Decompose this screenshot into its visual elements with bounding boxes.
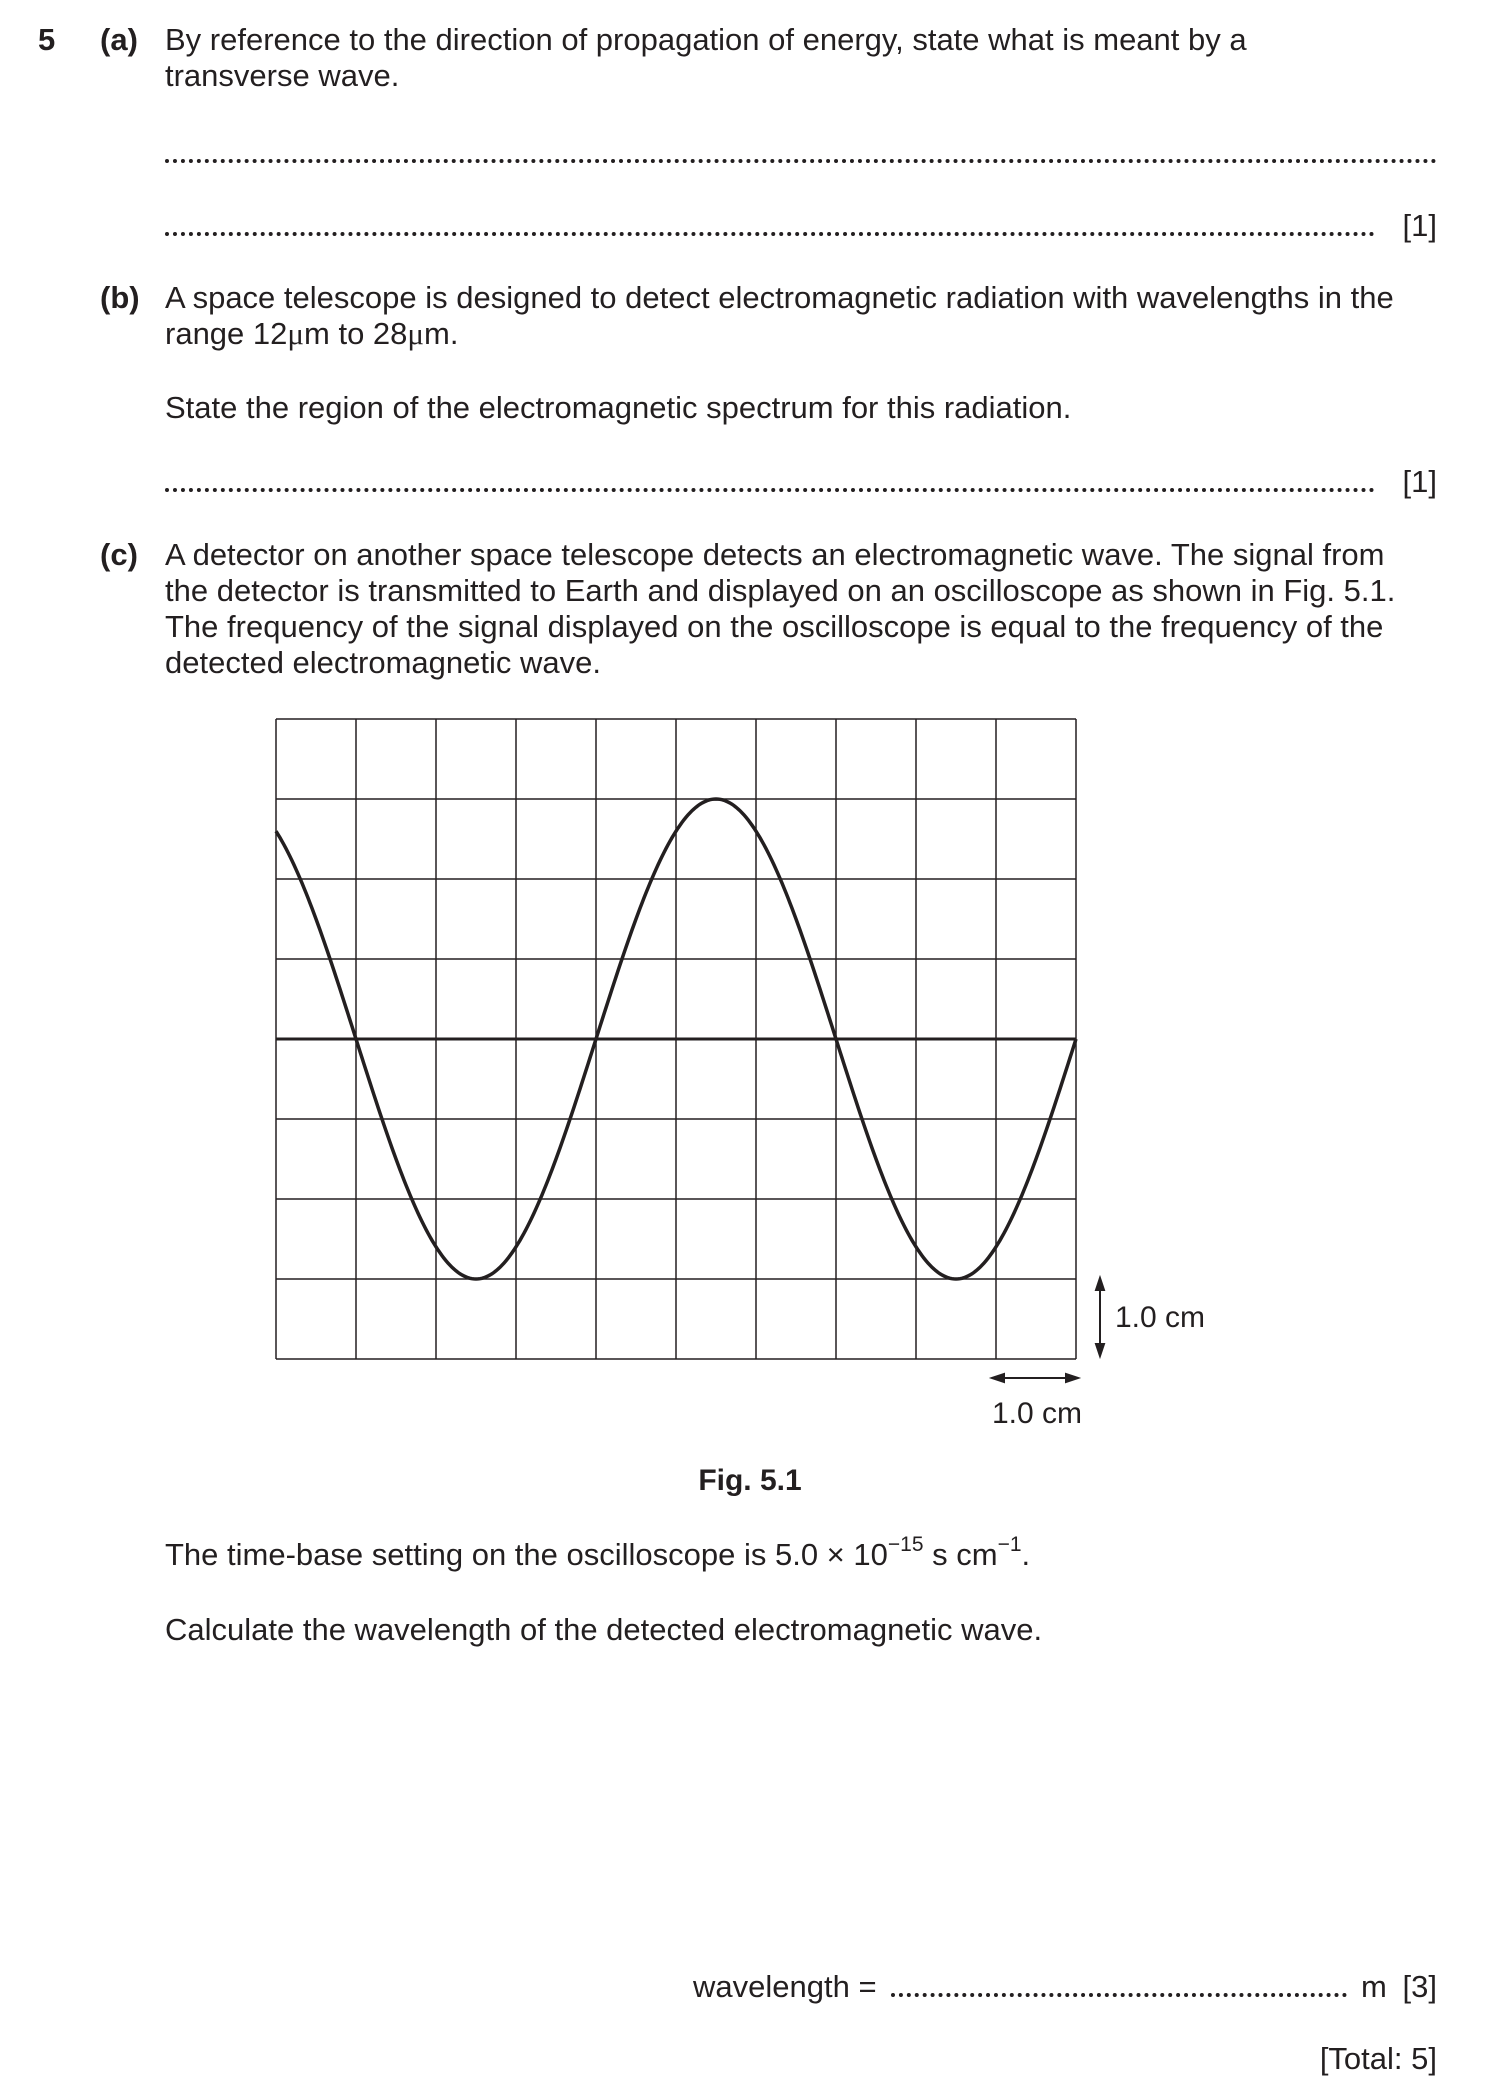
part-c-line2: the detector is transmitted to Earth and displayed on an oscilloscope as shown in Fig. 5.1.: [165, 573, 1396, 608]
part-a-line1: By reference to the direction of propagation of energy, state what is meant by a: [165, 22, 1247, 57]
vertical-scale-arrow: [1096, 1278, 1104, 1356]
part-c-line1: A detector on another space telescope detects an electromagnetic wave. The signal from: [165, 537, 1385, 572]
part-c-instruction: Calculate the wavelength of the detected electromagnetic wave.: [165, 1612, 1043, 1647]
vertical-scale-label: 1.0 cm: [1115, 1301, 1206, 1334]
part-b-line1: A space telescope is designed to detect electromagnetic radiation with wavelengths in the: [165, 280, 1394, 315]
part-a-answer-line-2[interactable]: [165, 208, 1437, 244]
oscilloscope-figure: [270, 710, 1220, 1450]
part-a-answer-line-1[interactable]: [165, 135, 1437, 171]
part-c-line3: The frequency of the signal displayed on the oscilloscope is equal to the frequency of the: [165, 609, 1384, 644]
part-c-label: (c): [100, 537, 138, 572]
oscilloscope-grid: [276, 719, 1076, 1359]
wavelength-answer-field[interactable]: [891, 1969, 1347, 2005]
part-b-line2: range 12μm to 28μm.: [165, 316, 459, 351]
part-b-mark: [1]: [1402, 464, 1437, 499]
part-a-label: (a): [100, 22, 138, 57]
part-b-answer-line[interactable]: [165, 464, 1437, 500]
horizontal-scale-arrow: [992, 1374, 1078, 1382]
question-number: 5: [38, 22, 56, 57]
horizontal-scale-label: 1.0 cm: [992, 1397, 1083, 1430]
part-c-line4: detected electromagnetic wave.: [165, 645, 601, 680]
wavelength-unit: m: [1361, 1969, 1387, 2004]
figure-caption: Fig. 5.1: [698, 1464, 802, 1497]
total-marks: [Total: 5]: [1319, 2041, 1437, 2076]
timebase-statement: The time-base setting on the oscilloscope is $5.0 \times 10^{-15}$ s $cm^{-1}$.: [165, 1532, 1031, 1572]
part-a-line2: transverse wave.: [165, 58, 400, 93]
part-c-mark: [3]: [1402, 1969, 1437, 2004]
part-b-instruction: State the region of the electromagnetic spectrum for this radiation.: [165, 390, 1072, 425]
part-b-label: (b): [100, 280, 140, 315]
wavelength-label: wavelength =: [693, 1969, 877, 2004]
wavelength-answer-row: [693, 1969, 1437, 2005]
part-a-mark: [1]: [1402, 208, 1437, 243]
